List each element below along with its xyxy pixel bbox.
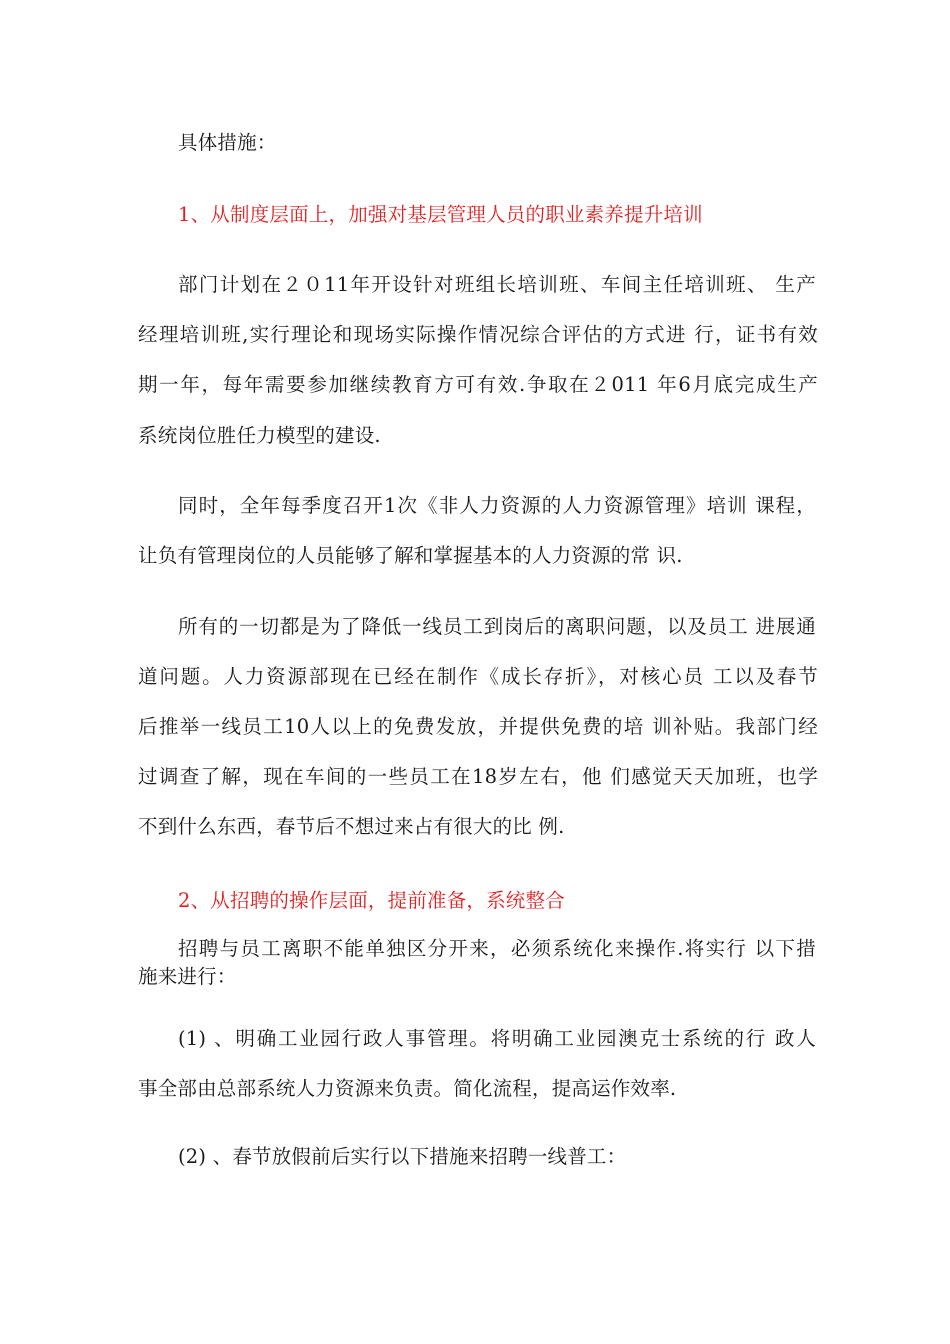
paragraph-1-line-4: 系统岗位胜任力模型的建设. bbox=[138, 424, 381, 447]
paragraph-5-line-2: 事全部由总部系统人力资源来负责。简化流程，提高运作效率. bbox=[138, 1077, 677, 1100]
paragraph-2-line-2: 让负有管理岗位的人员能够了解和掌握基本的人力资源的常 识. bbox=[138, 544, 683, 567]
paragraph-6-line-1: (2) 、春节放假前后实行以下措施来招聘一线普工： bbox=[178, 1145, 627, 1168]
paragraph-4-line-2: 施来进行： bbox=[138, 965, 237, 988]
paragraph-3-line-5: 不到什么东西，春节后不想过来占有很大的比 例. bbox=[138, 815, 565, 838]
paragraph-3-line-1: 所有的一切都是为了降低一线员工到岗后的离职问题，以及员工 进展通 bbox=[178, 615, 816, 638]
paragraph-2-line-1: 同时，全年每季度召开1次《非人力资源的人力资源管理》培训 课程， bbox=[178, 494, 816, 517]
section-label: 具体措施： bbox=[178, 131, 277, 154]
paragraph-1-line-3: 期一年，每年需要参加继续教育方可有效.争取在２011 年6月底完成生产 bbox=[138, 373, 818, 396]
paragraph-5-line-1: (1) 、明确工业园行政人事管理。将明确工业园澳克士系统的行 政人 bbox=[178, 1027, 816, 1050]
paragraph-3-line-2: 道问题。人力资源部现在已经在制作《成长存折》，对核心员 工以及春节 bbox=[138, 665, 818, 688]
paragraph-4-line-1: 招聘与员工离职不能单独区分开来，必须系统化来操作.将实行 以下措 bbox=[178, 937, 816, 960]
paragraph-3-line-3: 后推举一线员工10人以上的免费发放，并提供免费的培 训补贴。我部门经 bbox=[138, 715, 818, 738]
heading-1: 1、从制度层面上，加强对基层管理人员的职业素养提升培训 bbox=[178, 203, 703, 226]
paragraph-1-line-1: 部门计划在２０11年开设针对班组长培训班、车间主任培训班、 生产 bbox=[178, 273, 816, 296]
paragraph-3-line-4: 过调查了解，现在车间的一些员工在18岁左右，他 们感觉天天加班，也学 bbox=[138, 765, 818, 788]
paragraph-1-line-2: 经理培训班,实行理论和现场实际操作情况综合评估的方式进 行，证书有效 bbox=[138, 323, 818, 346]
heading-2: 2、从招聘的操作层面，提前准备，系统整合 bbox=[178, 889, 565, 912]
